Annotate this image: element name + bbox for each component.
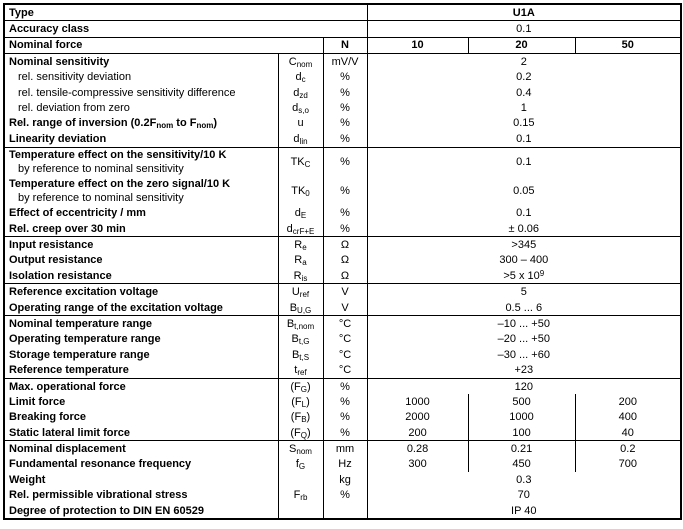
value-cell: 0.1 — [367, 21, 681, 37]
page — [0, 3, 683, 529]
symbol-cell: $(F_B)$ — [278, 410, 323, 425]
symbol-cell: $(F_G)$ — [278, 378, 323, 394]
unit-cell: Ω — [323, 268, 367, 284]
unit-cell: mm — [323, 441, 367, 457]
value-cell-1: 20 — [468, 37, 575, 53]
param-label: Isolation resistance — [4, 268, 278, 284]
symbol-cell: $R_a$ — [278, 253, 323, 268]
subscript: a — [302, 258, 307, 268]
value-cell-2: 0.2 — [575, 441, 681, 457]
param-label: Rel. range of inversion ($0.2F_{nom}$ to $F_{nom}$) — [9, 117, 217, 131]
unit-cell: % — [323, 221, 367, 237]
symbol-cell — [278, 503, 323, 519]
value-cell-0: 0.28 — [367, 441, 468, 457]
subscript: nom — [196, 121, 214, 131]
unit-cell: % — [323, 410, 367, 425]
param-label: rel. tensile-compressive sensitivity difference — [18, 86, 236, 99]
unit-cell: °C — [323, 332, 367, 347]
value-cell: +23 — [367, 362, 681, 378]
value-cell-0: 300 — [367, 457, 468, 472]
value-cell: 0.1 — [367, 147, 681, 177]
spec-table-body — [4, 4, 681, 519]
subscript: t,G — [298, 337, 310, 347]
value-cell: 5 — [367, 284, 681, 300]
symbol-cell: $C_{nom}$ — [278, 54, 323, 70]
symbol-cell: u — [278, 116, 323, 131]
value-cell-2: 200 — [575, 394, 681, 409]
param-label: Linearity deviation — [4, 131, 278, 147]
value-cell-0: 10 — [367, 37, 468, 53]
table-row-15 — [4, 268, 681, 284]
table-row-23 — [4, 394, 681, 409]
param-label: Nominal sensitivity — [9, 55, 110, 68]
param-label: Rel. permissible vibrational stress — [9, 489, 188, 502]
param-line-1: Temperature effect on the sensitivity/10 K — [9, 149, 227, 162]
param-label: Storage temperature range — [9, 348, 150, 361]
symbol-cell: $B_{U,G}$ — [278, 300, 323, 316]
value-cell: 0.15 — [367, 116, 681, 131]
unit-cell: % — [323, 85, 367, 100]
value-cell: 0.05 — [367, 177, 681, 206]
unit-cell: % — [323, 147, 367, 177]
spec-table — [3, 3, 682, 520]
subscript: 0 — [305, 189, 310, 199]
value-cell: 0.3 — [367, 472, 681, 487]
subscript: L — [301, 399, 307, 409]
subscript: G — [298, 462, 306, 472]
value-cell-0: 2000 — [367, 410, 468, 425]
value-cell-2: 400 — [575, 410, 681, 425]
table-row-4 — [4, 70, 681, 85]
table-row-24 — [4, 410, 681, 425]
table-row-29 — [4, 488, 681, 503]
param-label: Static lateral limit force — [4, 425, 278, 441]
param-label: Max. operational force — [9, 380, 126, 393]
param-label: Fundamental resonance frequency — [9, 458, 192, 471]
value-cell: >345 — [367, 237, 681, 253]
table-row-0 — [4, 4, 681, 21]
value-cell: ± 0.06 — [367, 221, 681, 237]
value-cell: 2 — [367, 54, 681, 70]
param-label: Type — [4, 4, 367, 21]
value-cell-2: 40 — [575, 425, 681, 441]
subscript: lin — [299, 136, 308, 146]
param-label: rel. deviation from zero — [18, 102, 130, 115]
subscript: e — [302, 242, 307, 252]
subscript: c — [301, 75, 306, 85]
subscript: B — [301, 415, 307, 425]
symbol-cell: $F_{rb}$ — [278, 488, 323, 503]
unit-cell: Hz — [323, 457, 367, 472]
symbol-cell: $S_{nom}$ — [278, 441, 323, 457]
param-line-2: by reference to nominal sensitivity — [18, 163, 184, 176]
unit-cell: % — [323, 488, 367, 503]
unit-cell: V — [323, 284, 367, 300]
table-row-20 — [4, 347, 681, 362]
unit-cell: °C — [323, 347, 367, 362]
param-label: Nominal displacement — [9, 443, 126, 456]
value-cell: U1A — [367, 4, 681, 21]
table-row-3 — [4, 54, 681, 70]
value-cell: IP 40 — [367, 503, 681, 519]
unit-cell: V — [323, 300, 367, 316]
param-label: Reference excitation voltage — [9, 286, 159, 299]
table-row-13 — [4, 237, 681, 253]
param-label: Operating range of the excitation voltage — [4, 300, 278, 316]
symbol-cell: $B_{t,nom}$ — [278, 316, 323, 332]
symbol-cell: $d_{crF+E}$ — [278, 221, 323, 237]
table-row-18 — [4, 316, 681, 332]
subscript: nom — [156, 121, 174, 131]
unit-cell: N — [323, 37, 367, 53]
value-cell: 1 — [367, 100, 681, 115]
symbol-cell: $(F_Q)$ — [278, 425, 323, 441]
table-row-12 — [4, 221, 681, 237]
value-cell: 0.1 — [367, 131, 681, 147]
unit-cell: % — [323, 131, 367, 147]
param-label: Nominal force — [4, 37, 323, 53]
symbol-cell: $R_e$ — [278, 237, 323, 253]
table-row-27 — [4, 457, 681, 472]
table-row-19 — [4, 332, 681, 347]
table-row-30 — [4, 503, 681, 519]
table-row-21 — [4, 362, 681, 378]
value-cell-1: 1000 — [468, 410, 575, 425]
unit-cell: % — [323, 116, 367, 131]
subscript: t,nom — [294, 321, 315, 331]
param-label: rel. sensitivity deviation — [18, 71, 132, 84]
unit-cell: kg — [323, 472, 367, 487]
subscript: rb — [300, 493, 308, 503]
table-row-5 — [4, 85, 681, 100]
symbol-cell: $TK_0$ — [278, 177, 323, 206]
unit-cell: % — [323, 100, 367, 115]
value-cell-2: 50 — [575, 37, 681, 53]
subscript: nom — [296, 447, 312, 457]
symbol-cell: $f_G$ — [278, 457, 323, 472]
symbol-cell: $d_{zd}$ — [278, 85, 323, 100]
param-line-1: Temperature effect on the zero signal/10 K — [9, 178, 231, 191]
param-label: Input resistance — [9, 238, 94, 251]
subscript: t,S — [299, 352, 310, 362]
table-row-26 — [4, 441, 681, 457]
table-row-25 — [4, 425, 681, 441]
subscript: is — [301, 273, 308, 283]
param-label: Accuracy class — [4, 21, 367, 37]
table-row-6 — [4, 100, 681, 115]
subscript: G — [300, 384, 307, 394]
value-cell: 0.1 — [367, 206, 681, 221]
unit-cell: Ω — [323, 253, 367, 268]
param-label: Rel. creep over 30 min — [4, 221, 278, 237]
symbol-cell: $R_{is}$ — [278, 268, 323, 284]
value-cell-0: 200 — [367, 425, 468, 441]
table-row-16 — [4, 284, 681, 300]
unit-cell: % — [323, 177, 367, 206]
symbol-cell: $t_{ref}$ — [278, 362, 323, 378]
param-line-2: by reference to nominal sensitivity — [18, 192, 184, 205]
value-cell: 300 – 400 — [367, 253, 681, 268]
table-row-14 — [4, 253, 681, 268]
subscript: U,G — [297, 305, 312, 315]
unit-cell — [323, 503, 367, 519]
superscript: 9 — [539, 268, 545, 278]
param-label: Operating temperature range — [9, 333, 161, 346]
symbol-cell: $TK_C$ — [278, 147, 323, 177]
table-row-1 — [4, 21, 681, 37]
unit-cell: mV/V — [323, 54, 367, 70]
symbol-cell: $d_c$ — [278, 70, 323, 85]
subscript: C — [304, 160, 311, 170]
value-cell-1: 450 — [468, 457, 575, 472]
symbol-cell: $d_{lin}$ — [278, 131, 323, 147]
value-cell: –10 ... +50 — [367, 316, 681, 332]
value-cell-1: 0.21 — [468, 441, 575, 457]
table-row-28 — [4, 472, 681, 487]
value-cell-0: 1000 — [367, 394, 468, 409]
symbol-cell: $U_{ref}$ — [278, 284, 323, 300]
table-row-22 — [4, 378, 681, 394]
subscript: nom — [296, 59, 313, 69]
value-cell: 0.2 — [367, 70, 681, 85]
symbol-cell: $d_{s,o}$ — [278, 100, 323, 115]
param-label: Effect of eccentricity / mm — [9, 207, 146, 220]
symbol-cell: $(F_L)$ — [278, 394, 323, 409]
subscript: zd — [299, 90, 308, 100]
table-row-10 — [4, 177, 681, 206]
value-cell-2: 700 — [575, 457, 681, 472]
subscript: ref — [299, 290, 310, 300]
param-label — [4, 147, 278, 177]
table-row-9 — [4, 147, 681, 177]
value-cell: 0.4 — [367, 85, 681, 100]
symbol-cell: $d_E$ — [278, 206, 323, 221]
param-label: Reference temperature — [4, 362, 278, 378]
subscript: E — [300, 211, 307, 221]
value-cell: –30 ... +60 — [367, 347, 681, 362]
param-label: Breaking force — [9, 411, 87, 424]
param-label: Limit force — [9, 395, 66, 408]
value-cell: >5 x $10^9$ — [367, 268, 681, 284]
subscript: s,o — [298, 106, 309, 116]
param-label: Weight — [9, 473, 46, 486]
unit-cell: % — [323, 70, 367, 85]
table-row-17 — [4, 300, 681, 316]
subscript: crF+E — [292, 226, 315, 236]
value-cell: 0.5 ... 6 — [367, 300, 681, 316]
subscript: Q — [300, 430, 307, 440]
param-label: Nominal temperature range — [9, 317, 153, 330]
unit-cell: °C — [323, 362, 367, 378]
unit-cell: % — [323, 425, 367, 441]
value-cell: 70 — [367, 488, 681, 503]
subscript: ref — [297, 368, 307, 378]
unit-cell: Ω — [323, 237, 367, 253]
unit-cell: % — [323, 206, 367, 221]
symbol-cell: $B_{t,G}$ — [278, 332, 323, 347]
value-cell: –20 ... +50 — [367, 332, 681, 347]
unit-cell: % — [323, 394, 367, 409]
value-cell-1: 500 — [468, 394, 575, 409]
table-row-8 — [4, 131, 681, 147]
table-row-11 — [4, 206, 681, 221]
param-label: Degree of protection to DIN EN 60529 — [9, 504, 204, 517]
table-row-2 — [4, 37, 681, 53]
value-cell: 120 — [367, 378, 681, 394]
unit-cell: °C — [323, 316, 367, 332]
param-label: Output resistance — [9, 254, 103, 267]
symbol-cell: $B_{t,S}$ — [278, 347, 323, 362]
unit-cell: % — [323, 378, 367, 394]
value-cell-1: 100 — [468, 425, 575, 441]
table-row-7 — [4, 116, 681, 131]
symbol-cell — [278, 472, 323, 487]
param-label — [4, 177, 278, 206]
